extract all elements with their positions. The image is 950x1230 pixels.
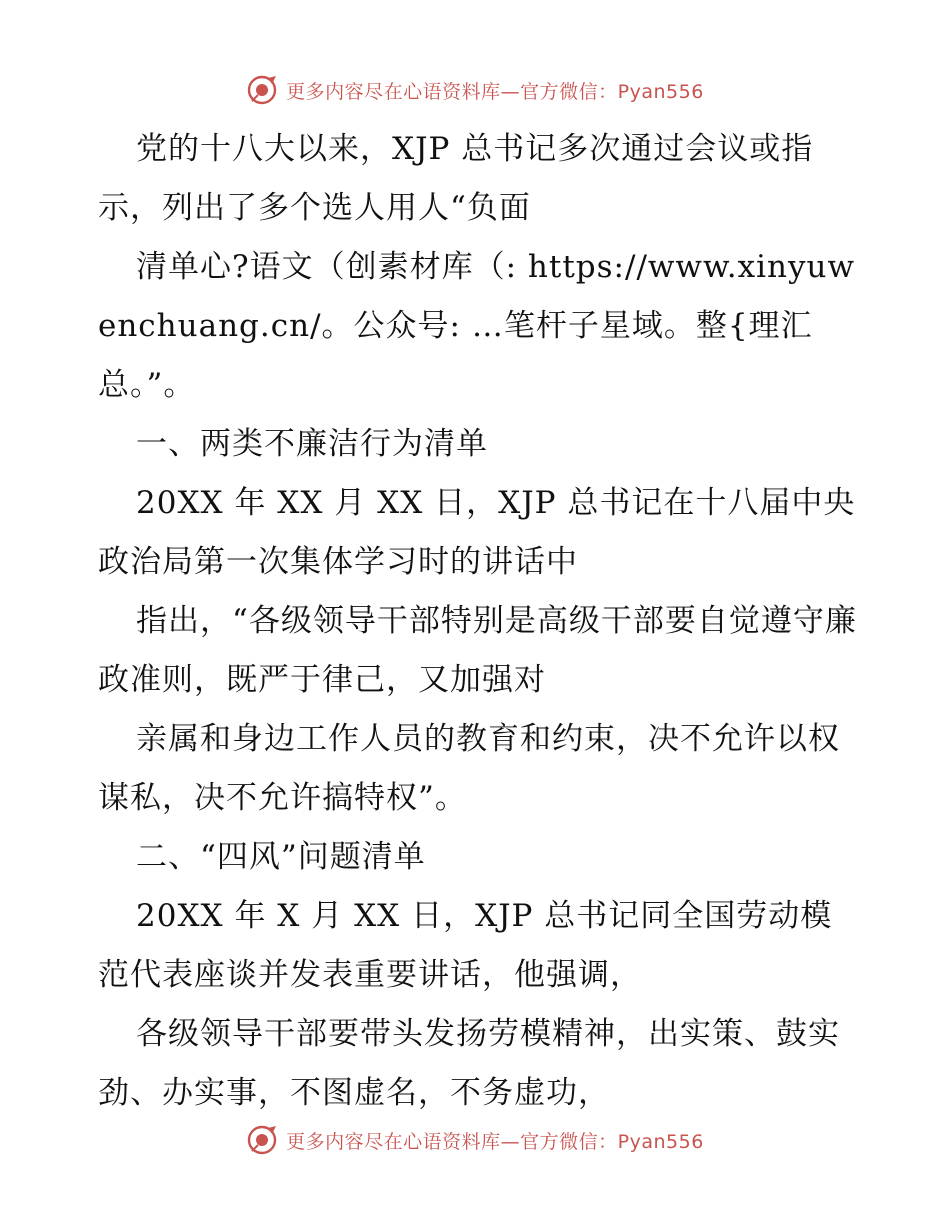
section-heading: 二、“四风”问题清单 — [136, 839, 426, 875]
paragraph: 亲属和身边工作人员的教育和约束，决不允许以权谋私，决不允许搞特权”。 — [98, 721, 840, 816]
header-watermark-banner — [0, 70, 950, 110]
paragraph: 各级领导干部要带头发扬劳模精神，出实策、鼓实劲、办实事，不图虚名，不务虚功， — [98, 1016, 840, 1111]
paragraph: 清单心?语文（创素材库（: https://www.xinyuwenchuang.cn/。公众号: …笔杆子星域。整{理汇总。”。 — [98, 249, 856, 403]
paragraph: 指出，“各级领导干部特别是高级干部要自觉遵守廉政准则，既严于律己，又加强对 — [98, 603, 857, 698]
paragraph: 20XX 年 XX 月 XX 日，XJP 总书记在十八届中央政治局第一次集体学习时的讲话中 — [98, 485, 856, 580]
banner-text: 更多内容尽在心语资料库—官方微信：Pyan556 — [286, 1130, 704, 1153]
banner-text: 更多内容尽在心语资料库—官方微信：Pyan556 — [286, 80, 704, 103]
quill-seal-icon — [246, 1124, 278, 1156]
paragraph: 20XX 年 X 月 XX 日，XJP 总书记同全国劳动模范代表座谈并发表重要讲话，他强调， — [98, 898, 833, 993]
document-body — [98, 120, 858, 1123]
paragraph: 党的十八大以来，XJP 总书记多次通过会议或指示，列出了多个选人用人“负面 — [98, 131, 814, 226]
footer-watermark-banner — [0, 1120, 950, 1160]
section-heading: 一、两类不廉洁行为清单 — [136, 426, 488, 462]
quill-seal-icon — [246, 74, 278, 106]
